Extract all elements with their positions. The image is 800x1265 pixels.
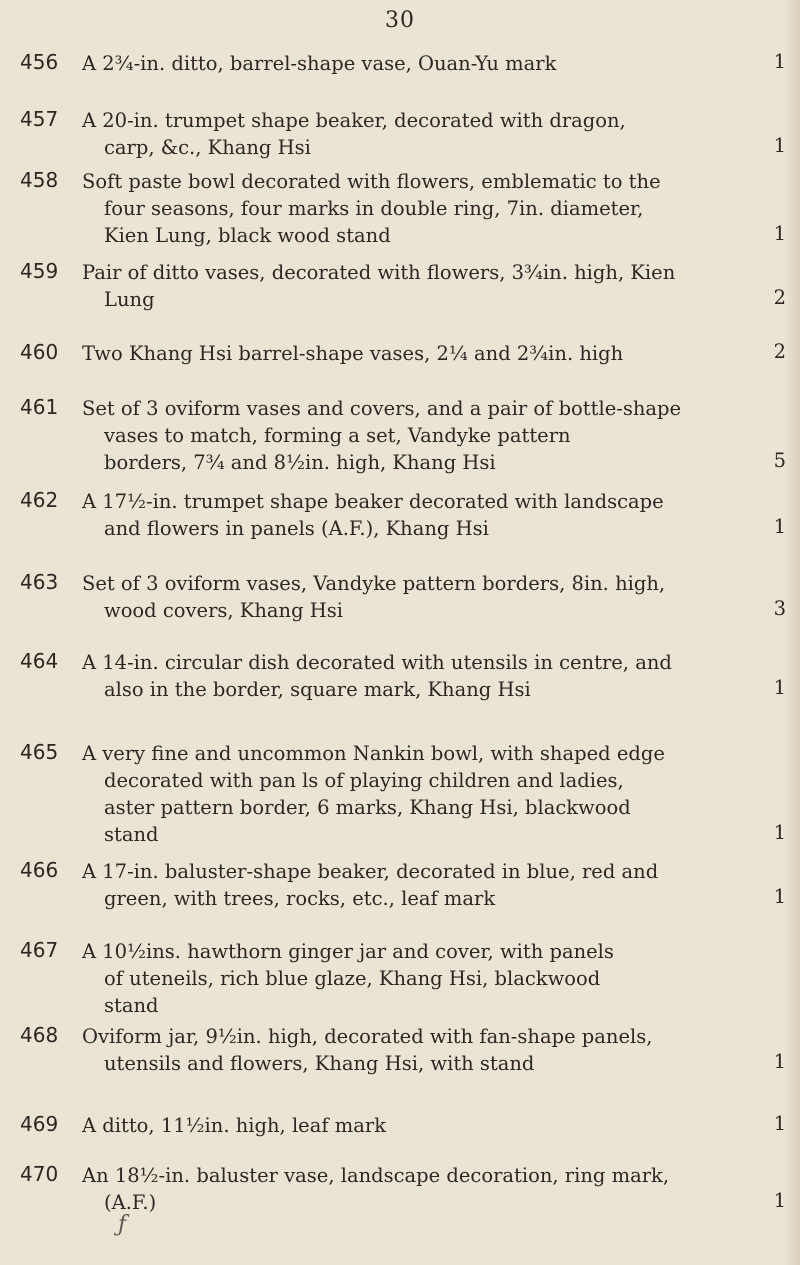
description-line: and flowers in panels (A.F.), Khang Hsi [104,517,489,540]
lot-number: 458 [20,168,59,192]
lot-description [82,740,782,848]
description-line: decorated with pan ls of playing children and ladies, [104,769,624,792]
lot-quantity: 1 [773,1112,786,1135]
lot-description [82,168,782,249]
description-line: A very fine and uncommon Nankin bowl, with shaped edge [82,742,665,765]
lot-quantity: 5 [773,449,786,472]
description-line: Oviform jar, 9½in. high, decorated with fan-shape panels, [82,1025,653,1048]
description-line: A 17-in. baluster-shape beaker, decorated in blue, red and [82,860,659,883]
lot-entry [0,1112,800,1139]
lot-entry [0,1023,800,1077]
lot-description [82,858,782,912]
description-line: Two Khang Hsi barrel-shape vases, 2¼ and 2¾in. high [82,342,624,365]
description-line: stand [104,823,159,846]
description-line: of uteneils, rich blue glaze, Khang Hsi, blackwood [104,967,601,990]
lot-number: 468 [20,1023,59,1047]
lot-entry [0,858,800,912]
lot-description [82,259,782,313]
lot-quantity: 3 [773,597,786,620]
lot-quantity: 2 [773,340,786,363]
lot-entry [0,938,800,1019]
description-line: A ditto, 11½in. high, leaf mark [82,1114,387,1137]
description-line: Kien Lung, black wood stand [104,224,391,247]
lot-description [82,395,782,476]
lot-number: 456 [20,50,59,74]
description-line: Lung [104,288,155,311]
lot-quantity: 1 [773,515,786,538]
description-line: four seasons, four marks in double ring, 7in. diameter, [104,197,644,220]
lot-quantity: 1 [773,222,786,245]
lot-quantity: 1 [773,1189,786,1212]
lot-number: 461 [20,395,59,419]
lot-entry [0,488,800,542]
lot-description [82,488,782,542]
lot-description [82,340,782,367]
lot-quantity: 1 [773,134,786,157]
lot-number: 457 [20,107,59,131]
lot-description [82,1023,782,1077]
lot-entry [0,395,800,476]
lot-number: 470 [20,1162,59,1186]
lot-quantity: 1 [773,676,786,699]
lot-description [82,107,782,161]
page-number: 30 [385,8,415,33]
description-line: carp, &c., Khang Hsi [104,136,311,159]
lot-number: 469 [20,1112,59,1136]
description-line: Soft paste bowl decorated with flowers, emblematic to the [82,170,661,193]
lot-entry [0,50,800,77]
description-line: A 14-in. circular dish decorated with utensils in centre, and [82,651,672,674]
lot-entry [0,168,800,249]
lot-number: 466 [20,858,59,882]
description-line: An 18½-in. baluster vase, landscape decoration, ring mark, [82,1164,670,1187]
lot-quantity: 1 [773,821,786,844]
lot-number: 467 [20,938,59,962]
description-line: aster pattern border, 6 marks, Khang Hsi, blackwood [104,796,631,819]
lot-number: 463 [20,570,59,594]
margin-mark: ƒ [118,1212,127,1237]
lot-entry [0,107,800,161]
lot-entry [0,340,800,367]
lot-description [82,1162,782,1216]
lot-number: 459 [20,259,59,283]
description-line: A 10½ins. hawthorn ginger jar and cover, with panels [82,940,614,963]
lot-quantity: 1 [773,50,786,73]
lot-entry [0,649,800,703]
description-line: green, with trees, rocks, etc., leaf mark [104,887,496,910]
lot-entry [0,740,800,848]
lot-description [82,570,782,624]
description-line: Set of 3 oviform vases and covers, and a pair of bottle-shape [82,397,682,420]
lot-description [82,50,782,77]
lot-entry [0,570,800,624]
lot-description [82,938,782,1019]
description-line: wood covers, Khang Hsi [104,599,344,622]
description-line: borders, 7¾ and 8½in. high, Khang Hsi [104,451,496,474]
description-line: utensils and flowers, Khang Hsi, with stand [104,1052,535,1075]
lot-description [82,1112,782,1139]
description-line: also in the border, square mark, Khang Hsi [104,678,531,701]
lot-quantity: 1 [773,885,786,908]
description-line: A 20-in. trumpet shape beaker, decorated with dragon, [82,109,626,132]
lot-number: 460 [20,340,59,364]
lot-quantity: 1 [773,1050,786,1073]
description-line: stand [104,994,159,1017]
lot-number: 462 [20,488,59,512]
lot-entry [0,1162,800,1216]
lot-entry [0,259,800,313]
lot-number: 465 [20,740,59,764]
description-line: A 2¾-in. ditto, barrel-shape vase, Ouan-Yu mark [82,52,557,75]
lot-quantity: 2 [773,286,786,309]
description-line: (A.F.) [104,1191,157,1214]
description-line: A 17½-in. trumpet shape beaker decorated with landscape [82,490,664,513]
lot-description [82,649,782,703]
description-line: Set of 3 oviform vases, Vandyke pattern borders, 8in. high, [82,572,666,595]
lot-number: 464 [20,649,59,673]
description-line: Pair of ditto vases, decorated with flowers, 3¾in. high, Kien [82,261,676,284]
description-line: vases to match, forming a set, Vandyke pattern [104,424,571,447]
